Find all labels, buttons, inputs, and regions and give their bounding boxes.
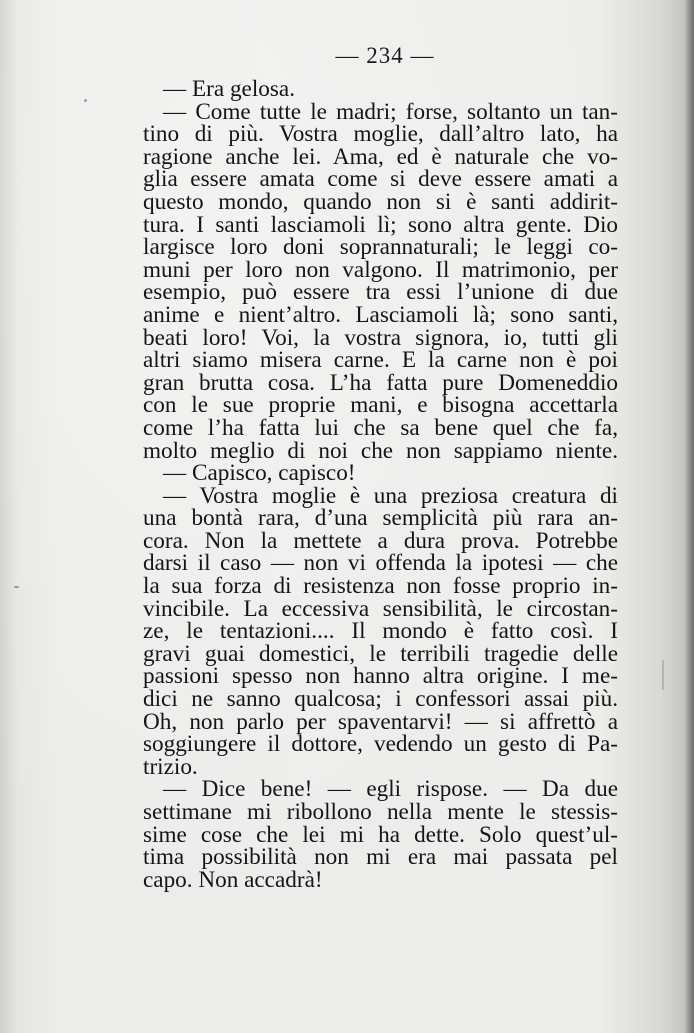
text-line: questo mondo, quando non si è santi addirit- bbox=[143, 188, 618, 215]
text-line: come l’ha fatta lui che sa bene quel che fa, bbox=[143, 414, 618, 441]
text-line: tima possibilità non mi era mai passata pel bbox=[143, 844, 618, 871]
print-speck bbox=[14, 586, 19, 588]
text-line: gran brutta cosa. L’ha fatta pure Domeneddio bbox=[143, 369, 618, 396]
text-line: passioni spesso non hanno altra origine. I me- bbox=[143, 663, 618, 690]
text-line: darsi il caso — non vi offenda la ipotesi — che bbox=[143, 550, 618, 577]
print-speck bbox=[662, 660, 664, 690]
text-line: cora. Non la mettete a dura prova. Potrebbe bbox=[143, 527, 618, 554]
text-line: la sua forza di resistenza non fosse proprio in- bbox=[143, 573, 618, 600]
text-line: — Capisco, capisco! bbox=[163, 460, 356, 487]
text-line: soggiungere il dottore, vedendo un gesto di Pa- bbox=[143, 731, 618, 758]
text-line: beati loro! Voi, la vostra signora, io, tutti gli bbox=[143, 324, 618, 351]
text-line: ze, le tentazioni.... Il mondo è fatto così. I bbox=[143, 618, 618, 645]
text-line: — Come tutte le madri; forse, soltanto un tan- bbox=[163, 98, 618, 125]
text-line: ragione anche lei. Ama, ed è naturale che vo- bbox=[143, 143, 618, 170]
text-line: largisce loro doni soprannaturali; le leggi co- bbox=[143, 234, 618, 261]
text-line: esempio, può essere tra essi l’unione di due bbox=[143, 279, 618, 306]
text-line: una bontà rara, d’una semplicità più rara an- bbox=[143, 505, 618, 532]
page-edge-shadow bbox=[684, 0, 694, 1033]
page-number: — 234 — bbox=[335, 43, 435, 68]
text-line: — Dice bene! — egli rispose. — Da due bbox=[163, 776, 618, 803]
text-line: tino di più. Vostra moglie, dall’altro lato, ha bbox=[143, 121, 618, 148]
text-line: trizio. bbox=[143, 753, 198, 780]
text-line: vincibile. La eccessiva sensibilità, le circostan- bbox=[143, 595, 618, 622]
text-line: tura. I santi lasciamoli lì; sono altra gente. Dio bbox=[143, 211, 618, 238]
text-line: sime cose che lei mi ha dette. Solo quest’ul- bbox=[143, 821, 618, 848]
text-line: — Era gelosa. bbox=[163, 76, 295, 102]
text-line: — Vostra moglie è una preziosa creatura di bbox=[163, 482, 618, 509]
text-line: con le sue proprie mani, e bisogna accettarla bbox=[143, 392, 618, 419]
text-line: gravi guai domestici, le terribili tragedie delle bbox=[143, 640, 618, 667]
text-line: Oh, non parlo per spaventarvi! — si affrettò a bbox=[143, 708, 618, 735]
text-line: muni per loro non valgono. Il matrimonio, per bbox=[143, 256, 618, 283]
text-line: settimane mi ribollono nella mente le stessis- bbox=[143, 799, 618, 825]
text-line: altri siamo misera carne. E la carne non è poi bbox=[143, 347, 618, 374]
print-speck bbox=[84, 99, 87, 102]
text-line: anime e nient’altro. Lasciamoli là; sono santi, bbox=[143, 301, 618, 328]
text-line: glia essere amata come si deve essere amati a bbox=[143, 166, 618, 193]
text-line: molto meglio di noi che non sappiamo niente. bbox=[143, 437, 618, 464]
text-line: dici ne sanno qualcosa; i confessori assai più. bbox=[143, 686, 618, 713]
text-line: capo. Non accadrà! bbox=[143, 866, 323, 893]
body-text bbox=[143, 78, 618, 891]
